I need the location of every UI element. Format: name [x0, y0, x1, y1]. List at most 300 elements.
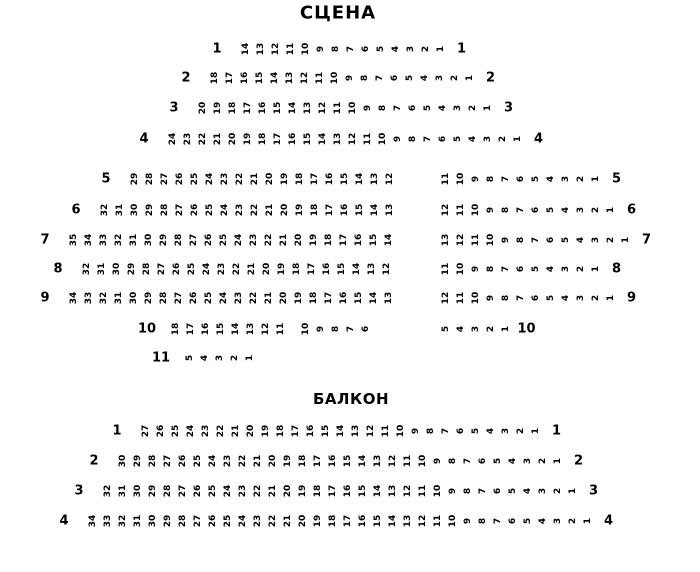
seat[interactable]: 20 — [278, 291, 289, 305]
seat[interactable]: 8 — [425, 427, 436, 435]
seat[interactable]: 4 — [537, 517, 548, 525]
seat[interactable]: 22 — [234, 172, 245, 186]
seat[interactable]: 12 — [440, 291, 451, 305]
seat[interactable]: 5 — [470, 427, 481, 435]
seat[interactable]: 30 — [117, 454, 128, 468]
seat[interactable]: 29 — [129, 172, 140, 186]
seat[interactable]: 30 — [147, 514, 158, 528]
seat[interactable]: 30 — [143, 233, 154, 247]
seat[interactable]: 3 — [482, 135, 493, 143]
seat[interactable]: 4 — [199, 354, 210, 362]
seat[interactable]: 5 — [184, 354, 195, 362]
seat[interactable]: 6 — [360, 45, 371, 53]
seat[interactable]: 15 — [353, 291, 364, 305]
seat[interactable]: 17 — [324, 203, 335, 217]
seat[interactable]: 19 — [293, 291, 304, 305]
seat[interactable]: 35 — [68, 233, 79, 247]
seat[interactable]: 7 — [515, 206, 526, 214]
seat[interactable]: 10 — [455, 172, 466, 186]
seat[interactable]: 18 — [323, 233, 334, 247]
seat[interactable]: 2 — [590, 206, 601, 214]
seat[interactable]: 15 — [215, 322, 226, 336]
seat[interactable]: 6 — [545, 236, 556, 244]
seat[interactable]: 1 — [500, 325, 511, 333]
seat[interactable]: 16 — [200, 322, 211, 336]
seat[interactable]: 5 — [422, 104, 433, 112]
seat[interactable]: 32 — [99, 203, 110, 217]
seat[interactable]: 1 — [482, 104, 493, 112]
seat[interactable]: 2 — [537, 457, 548, 465]
seat[interactable]: 4 — [560, 206, 571, 214]
seat[interactable]: 15 — [336, 262, 347, 276]
seat[interactable]: 4 — [560, 294, 571, 302]
seat[interactable]: 22 — [252, 484, 263, 498]
seat[interactable]: 2 — [590, 294, 601, 302]
seat[interactable]: 10 — [417, 454, 428, 468]
seat[interactable]: 13 — [383, 291, 394, 305]
seat[interactable]: 5 — [530, 265, 541, 273]
seat[interactable]: 24 — [218, 291, 229, 305]
seat[interactable]: 10 — [377, 132, 388, 146]
seat[interactable]: 3 — [575, 294, 586, 302]
seat[interactable]: 6 — [389, 74, 400, 82]
seat[interactable]: 29 — [144, 203, 155, 217]
seat[interactable]: 25 — [203, 291, 214, 305]
seat[interactable]: 18 — [327, 514, 338, 528]
seat[interactable]: 6 — [507, 517, 518, 525]
seat[interactable]: 17 — [327, 484, 338, 498]
seat[interactable]: 19 — [260, 424, 271, 438]
seat[interactable]: 9 — [462, 517, 473, 525]
seat[interactable]: 5 — [522, 517, 533, 525]
seat[interactable]: 1 — [590, 175, 601, 183]
seat[interactable]: 3 — [522, 457, 533, 465]
seat[interactable]: 20 — [227, 132, 238, 146]
seat[interactable]: 15 — [272, 101, 283, 115]
seat[interactable]: 31 — [132, 514, 143, 528]
seat[interactable]: 24 — [233, 233, 244, 247]
seat[interactable]: 12 — [347, 132, 358, 146]
seat[interactable]: 12 — [270, 42, 281, 56]
seat[interactable]: 25 — [192, 454, 203, 468]
seat[interactable]: 14 — [368, 291, 379, 305]
seat[interactable]: 23 — [182, 132, 193, 146]
seat[interactable]: 21 — [278, 233, 289, 247]
seat[interactable]: 14 — [354, 172, 365, 186]
seat[interactable]: 3 — [560, 175, 571, 183]
seat[interactable]: 19 — [297, 484, 308, 498]
seat[interactable]: 16 — [321, 262, 332, 276]
seat[interactable]: 21 — [267, 484, 278, 498]
seat[interactable]: 19 — [294, 203, 305, 217]
seat[interactable]: 18 — [257, 132, 268, 146]
seat[interactable]: 5 — [404, 74, 415, 82]
seat[interactable]: 1 — [512, 135, 523, 143]
seat[interactable]: 14 — [240, 42, 251, 56]
seat[interactable]: 23 — [219, 172, 230, 186]
seat[interactable]: 27 — [156, 262, 167, 276]
seat[interactable]: 12 — [365, 424, 376, 438]
seat[interactable]: 2 — [449, 74, 460, 82]
seat[interactable]: 7 — [462, 457, 473, 465]
seat[interactable]: 21 — [230, 424, 241, 438]
seat[interactable]: 26 — [155, 424, 166, 438]
seat[interactable]: 24 — [185, 424, 196, 438]
seat[interactable]: 3 — [575, 206, 586, 214]
seat[interactable]: 10 — [455, 262, 466, 276]
seat[interactable]: 34 — [83, 233, 94, 247]
seat[interactable]: 2 — [515, 427, 526, 435]
seat[interactable]: 3 — [552, 517, 563, 525]
seat[interactable]: 1 — [552, 457, 563, 465]
seat[interactable]: 24 — [237, 514, 248, 528]
seat[interactable]: 20 — [297, 514, 308, 528]
seat[interactable]: 6 — [530, 294, 541, 302]
seat[interactable]: 9 — [447, 487, 458, 495]
seat[interactable]: 17 — [185, 322, 196, 336]
seat[interactable]: 10 — [470, 203, 481, 217]
seat[interactable]: 9 — [315, 325, 326, 333]
seat[interactable]: 26 — [207, 514, 218, 528]
seat[interactable]: 17 — [312, 454, 323, 468]
seat[interactable]: 8 — [477, 517, 488, 525]
seat[interactable]: 2 — [575, 175, 586, 183]
seat[interactable]: 8 — [500, 206, 511, 214]
seat[interactable]: 10 — [485, 233, 496, 247]
seat[interactable]: 12 — [440, 203, 451, 217]
seat[interactable]: 23 — [237, 484, 248, 498]
seat[interactable]: 24 — [219, 203, 230, 217]
seat[interactable]: 6 — [477, 457, 488, 465]
seat[interactable]: 25 — [218, 233, 229, 247]
seat[interactable]: 10 — [470, 291, 481, 305]
seat[interactable]: 7 — [500, 265, 511, 273]
seat[interactable]: 28 — [144, 172, 155, 186]
seat[interactable]: 15 — [320, 424, 331, 438]
seat[interactable]: 26 — [177, 454, 188, 468]
seat[interactable]: 8 — [485, 175, 496, 183]
seat[interactable]: 22 — [215, 424, 226, 438]
seat[interactable]: 18 — [308, 291, 319, 305]
seat[interactable]: 21 — [246, 262, 257, 276]
seat[interactable]: 16 — [327, 454, 338, 468]
seat[interactable]: 8 — [462, 487, 473, 495]
seat[interactable]: 31 — [128, 233, 139, 247]
seat[interactable]: 17 — [306, 262, 317, 276]
seat[interactable]: 25 — [189, 172, 200, 186]
seat[interactable]: 1 — [605, 294, 616, 302]
seat[interactable]: 22 — [237, 454, 248, 468]
seat[interactable]: 16 — [353, 233, 364, 247]
seat[interactable]: 34 — [87, 514, 98, 528]
seat[interactable]: 4 — [485, 427, 496, 435]
seat[interactable]: 1 — [605, 206, 616, 214]
seat[interactable]: 25 — [222, 514, 233, 528]
seat[interactable]: 23 — [248, 233, 259, 247]
seat[interactable]: 9 — [410, 427, 421, 435]
seat[interactable]: 10 — [300, 322, 311, 336]
seat[interactable]: 2 — [575, 265, 586, 273]
seat[interactable]: 28 — [162, 484, 173, 498]
seat[interactable]: 23 — [252, 514, 263, 528]
seat[interactable]: 18 — [209, 71, 220, 85]
seat[interactable]: 26 — [174, 172, 185, 186]
seat[interactable]: 1 — [530, 427, 541, 435]
seat[interactable]: 13 — [245, 322, 256, 336]
seat[interactable]: 17 — [309, 172, 320, 186]
seat[interactable]: 18 — [291, 262, 302, 276]
seat[interactable]: 19 — [212, 101, 223, 115]
seat[interactable]: 29 — [158, 233, 169, 247]
seat[interactable]: 8 — [377, 104, 388, 112]
seat[interactable]: 9 — [315, 45, 326, 53]
seat[interactable]: 32 — [102, 484, 113, 498]
seat[interactable]: 1 — [435, 45, 446, 53]
seat[interactable]: 8 — [407, 135, 418, 143]
seat[interactable]: 17 — [242, 101, 253, 115]
seat[interactable]: 26 — [203, 233, 214, 247]
seat[interactable]: 11 — [440, 262, 451, 276]
seat[interactable]: 5 — [440, 325, 451, 333]
seat[interactable]: 14 — [287, 101, 298, 115]
seat[interactable]: 7 — [345, 45, 356, 53]
seat[interactable]: 13 — [284, 71, 295, 85]
seat[interactable]: 28 — [141, 262, 152, 276]
seat[interactable]: 2 — [552, 487, 563, 495]
seat[interactable]: 29 — [162, 514, 173, 528]
seat[interactable]: 16 — [342, 484, 353, 498]
seat[interactable]: 33 — [83, 291, 94, 305]
seat[interactable]: 11 — [470, 233, 481, 247]
seat[interactable]: 27 — [159, 172, 170, 186]
seat[interactable]: 4 — [545, 175, 556, 183]
seat[interactable]: 22 — [263, 233, 274, 247]
seat[interactable]: 4 — [419, 74, 430, 82]
seat[interactable]: 15 — [254, 71, 265, 85]
seat[interactable]: 18 — [312, 484, 323, 498]
seat[interactable]: 16 — [324, 172, 335, 186]
seat[interactable]: 5 — [452, 135, 463, 143]
seat[interactable]: 23 — [233, 291, 244, 305]
seat[interactable]: 14 — [351, 262, 362, 276]
seat[interactable]: 7 — [500, 175, 511, 183]
seat[interactable]: 27 — [188, 233, 199, 247]
seat[interactable]: 11 — [332, 101, 343, 115]
seat[interactable]: 20 — [293, 233, 304, 247]
seat[interactable]: 31 — [113, 291, 124, 305]
seat[interactable]: 21 — [282, 514, 293, 528]
seat[interactable]: 16 — [287, 132, 298, 146]
seat[interactable]: 4 — [390, 45, 401, 53]
seat[interactable]: 27 — [192, 514, 203, 528]
seat[interactable]: 31 — [96, 262, 107, 276]
seat[interactable]: 6 — [360, 325, 371, 333]
seat[interactable]: 16 — [305, 424, 316, 438]
seat[interactable]: 25 — [204, 203, 215, 217]
seat[interactable]: 9 — [344, 74, 355, 82]
seat[interactable]: 5 — [530, 175, 541, 183]
seat[interactable]: 10 — [432, 484, 443, 498]
seat[interactable]: 18 — [294, 172, 305, 186]
seat[interactable]: 1 — [590, 265, 601, 273]
seat[interactable]: 13 — [372, 454, 383, 468]
seat[interactable]: 2 — [420, 45, 431, 53]
seat[interactable]: 20 — [261, 262, 272, 276]
seat[interactable]: 13 — [402, 514, 413, 528]
seat[interactable]: 11 — [455, 291, 466, 305]
seat[interactable]: 14 — [317, 132, 328, 146]
seat[interactable]: 16 — [257, 101, 268, 115]
seat[interactable]: 8 — [330, 325, 341, 333]
seat[interactable]: 14 — [383, 233, 394, 247]
seat[interactable]: 32 — [117, 514, 128, 528]
seat[interactable]: 13 — [302, 101, 313, 115]
seat[interactable]: 29 — [143, 291, 154, 305]
seat[interactable]: 8 — [500, 294, 511, 302]
seat[interactable]: 17 — [338, 233, 349, 247]
seat[interactable]: 16 — [357, 514, 368, 528]
seat[interactable]: 3 — [590, 236, 601, 244]
seat[interactable]: 27 — [162, 454, 173, 468]
seat[interactable]: 8 — [515, 236, 526, 244]
seat[interactable]: 9 — [500, 236, 511, 244]
seat[interactable]: 28 — [177, 514, 188, 528]
seat[interactable]: 3 — [214, 354, 225, 362]
seat[interactable]: 23 — [216, 262, 227, 276]
seat[interactable]: 11 — [455, 203, 466, 217]
seat[interactable]: 11 — [402, 454, 413, 468]
seat[interactable]: 26 — [192, 484, 203, 498]
seat[interactable]: 26 — [188, 291, 199, 305]
seat[interactable]: 18 — [297, 454, 308, 468]
seat[interactable]: 2 — [497, 135, 508, 143]
seat[interactable]: 18 — [275, 424, 286, 438]
seat[interactable]: 29 — [126, 262, 137, 276]
seat[interactable]: 32 — [98, 291, 109, 305]
seat[interactable]: 8 — [447, 457, 458, 465]
seat[interactable]: 14 — [269, 71, 280, 85]
seat[interactable]: 18 — [309, 203, 320, 217]
seat[interactable]: 23 — [222, 454, 233, 468]
seat[interactable]: 2 — [485, 325, 496, 333]
seat[interactable]: 24 — [167, 132, 178, 146]
seat[interactable]: 17 — [224, 71, 235, 85]
seat[interactable]: 13 — [350, 424, 361, 438]
seat[interactable]: 4 — [545, 265, 556, 273]
seat[interactable]: 3 — [470, 325, 481, 333]
seat[interactable]: 28 — [173, 233, 184, 247]
seat[interactable]: 10 — [300, 42, 311, 56]
seat[interactable]: 9 — [485, 206, 496, 214]
seat[interactable]: 31 — [117, 484, 128, 498]
seat[interactable]: 17 — [290, 424, 301, 438]
seat[interactable]: 27 — [174, 203, 185, 217]
seat[interactable]: 24 — [222, 484, 233, 498]
seat[interactable]: 13 — [387, 484, 398, 498]
seat[interactable]: 5 — [545, 294, 556, 302]
seat[interactable]: 22 — [231, 262, 242, 276]
seat[interactable]: 7 — [530, 236, 541, 244]
seat[interactable]: 3 — [500, 427, 511, 435]
seat[interactable]: 30 — [111, 262, 122, 276]
seat[interactable]: 6 — [455, 427, 466, 435]
seat[interactable]: 1 — [464, 74, 475, 82]
seat[interactable]: 30 — [128, 291, 139, 305]
seat[interactable]: 1 — [567, 487, 578, 495]
seat[interactable]: 3 — [560, 265, 571, 273]
seat[interactable]: 6 — [530, 206, 541, 214]
seat[interactable]: 5 — [507, 487, 518, 495]
seat[interactable]: 27 — [173, 291, 184, 305]
seat[interactable]: 11 — [285, 42, 296, 56]
seat[interactable]: 21 — [252, 454, 263, 468]
seat[interactable]: 13 — [332, 132, 343, 146]
seat[interactable]: 2 — [605, 236, 616, 244]
seat[interactable]: 19 — [308, 233, 319, 247]
seat[interactable]: 4 — [522, 487, 533, 495]
seat[interactable]: 13 — [366, 262, 377, 276]
seat[interactable]: 12 — [381, 262, 392, 276]
seat[interactable]: 15 — [368, 233, 379, 247]
seat[interactable]: 22 — [249, 203, 260, 217]
seat[interactable]: 4 — [575, 236, 586, 244]
seat[interactable]: 23 — [234, 203, 245, 217]
seat[interactable]: 21 — [212, 132, 223, 146]
seat[interactable]: 21 — [249, 172, 260, 186]
seat[interactable]: 15 — [339, 172, 350, 186]
seat[interactable]: 4 — [437, 104, 448, 112]
seat[interactable]: 6 — [437, 135, 448, 143]
seat[interactable]: 21 — [263, 291, 274, 305]
seat[interactable]: 2 — [467, 104, 478, 112]
seat[interactable]: 10 — [447, 514, 458, 528]
seat[interactable]: 15 — [354, 203, 365, 217]
seat[interactable]: 33 — [102, 514, 113, 528]
seat[interactable]: 12 — [402, 484, 413, 498]
seat[interactable]: 20 — [282, 484, 293, 498]
seat[interactable]: 28 — [159, 203, 170, 217]
seat[interactable]: 31 — [114, 203, 125, 217]
seat[interactable]: 12 — [417, 514, 428, 528]
seat[interactable]: 12 — [387, 454, 398, 468]
seat[interactable]: 2 — [567, 517, 578, 525]
seat[interactable]: 21 — [264, 203, 275, 217]
seat[interactable]: 14 — [335, 424, 346, 438]
seat[interactable]: 7 — [477, 487, 488, 495]
seat[interactable]: 30 — [132, 484, 143, 498]
seat[interactable]: 13 — [384, 203, 395, 217]
seat[interactable]: 28 — [158, 291, 169, 305]
seat[interactable]: 2 — [229, 354, 240, 362]
seat[interactable]: 6 — [515, 175, 526, 183]
seat[interactable]: 9 — [470, 175, 481, 183]
seat[interactable]: 14 — [230, 322, 241, 336]
seat[interactable]: 25 — [186, 262, 197, 276]
seat[interactable]: 29 — [132, 454, 143, 468]
seat[interactable]: 9 — [392, 135, 403, 143]
seat[interactable]: 8 — [485, 265, 496, 273]
seat[interactable]: 9 — [470, 265, 481, 273]
seat[interactable]: 6 — [492, 487, 503, 495]
seat[interactable]: 7 — [422, 135, 433, 143]
seat[interactable]: 22 — [267, 514, 278, 528]
seat[interactable]: 19 — [242, 132, 253, 146]
seat[interactable]: 14 — [369, 203, 380, 217]
seat[interactable]: 11 — [432, 514, 443, 528]
seat[interactable]: 19 — [279, 172, 290, 186]
seat[interactable]: 14 — [372, 484, 383, 498]
seat[interactable]: 7 — [392, 104, 403, 112]
